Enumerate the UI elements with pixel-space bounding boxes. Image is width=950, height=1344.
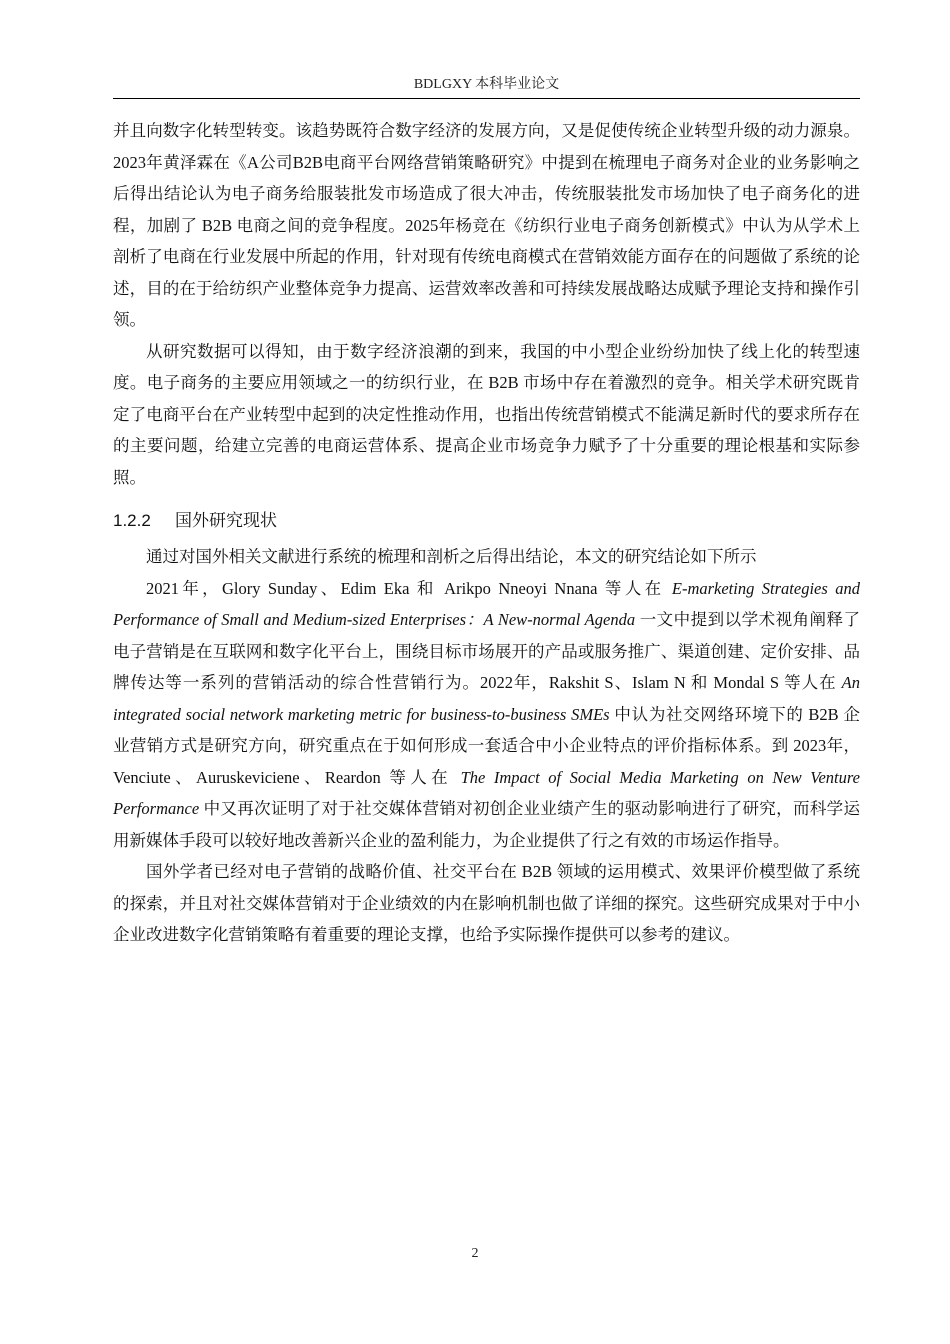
header-divider <box>113 98 860 99</box>
text-segment: 2021年，Glory Sunday、Edim Eka 和 Arikpo Nneoyi Nnana 等人在 <box>146 578 672 598</box>
section-title: 国外研究现状 <box>175 511 277 530</box>
section-number: 1.2.2 <box>113 511 151 530</box>
section-heading <box>113 506 860 536</box>
paragraph-summary-domestic: 从研究数据可以得知，由于数字经济浪潮的到来，我国的中小型企业纷纷加快了线上化的转型速度。电子商务的主要应用领域之一的纺织行业，在 B2B 市场中存在着激烈的竞争。相关学术研究既肯定了电商平台在产业转型中起到的决定性推动作用，也指出传统营销模式不能满足新时代的要求所存在的主要问题，给建立完善的电商运营体系、提高企业市场竞争力赋予了十分重要的理论根基和实际参照。 <box>113 341 860 487</box>
page-header: BDLGXY 本科毕业论文 <box>413 77 560 92</box>
paragraph-intro-foreign: 通过对国外相关文献进行系统的梳理和剖析之后得出结论，本文的研究结论如下所示 <box>146 547 757 566</box>
citation-title-3: The Impact of Social Media Marketing on New Venture Performance <box>113 767 861 818</box>
paragraph-continued: 并且向数字化转型转变。该趋势既符合数字经济的发展方向，又是促使传统企业转型升级的动力源泉。2023年黄泽霖在《A公司B2B电商平台网络营销策略研究》中提到在梳理电子商务对企业的业务影响之后得出结论认为电子商务给服装批发市场造成了很大冲击，传统服装批发市场加快了电子商务化的进程，加剧了 B2B 电商之间的竞争程度。2025年杨竞在《纺织行业电子商务创新模式》中认为从学术上剖析了电商在行业发展中所起的作用，针对现有传统电商模式在营销效能方面存在的问题做了系统的论述，目的在于给纺织产业整体竞争力提高、运营效率改善和可持续发展战略达成赋予理论支持和操作引领。 <box>113 121 860 329</box>
citation-title-1: E-marketing Strategies and Performance of Small and Medium-sized Enterprises：A New-normal Agenda <box>113 578 861 629</box>
text-segment: 中又再次证明了对于社交媒体营销对初创企业业绩产生的驱动影响进行了研究，而科学运用新媒体手段可以较好地改善新兴企业的盈利能力，为企业提供了行之有效的市场运作指导。 <box>113 799 860 850</box>
paragraph-summary-foreign: 国外学者已经对电子营销的战略价值、社交平台在 B2B 领域的运用模式、效果评价模型做了系统的探索，并且对社交媒体营销对于企业绩效的内在影响机制也做了详细的探究。这些研究成果对于中小企业改进数字化营销策略有着重要的理论支撑，也给予实际操作提供可以参考的建议。 <box>113 862 860 944</box>
citation-title-2: An integrated social network marketing metric for business-to-business SMEs <box>113 673 860 724</box>
body-text <box>113 115 860 951</box>
paragraph-foreign-literature <box>113 573 860 857</box>
text-segment: 一文中提到以学术视角阐释了电子营销是在互联网和数字化平台上，围绕目标市场展开的产品或服务推广、渠道创建、定价安排、品牌传达等一系列的营销活动的综合性营销行为。2022年，Rakshit S、Islam N 和 Mondal S 等人在 <box>113 610 860 692</box>
page-number: 2 <box>471 1246 479 1261</box>
text-segment: 中认为社交网络环境下的 B2B 企业营销方式是研究方向，研究重点在于如何形成一套适合中小企业特点的评价指标体系。到 2023年，Venciute、Auruskeviciene、Reardon 等人在 <box>113 704 860 787</box>
